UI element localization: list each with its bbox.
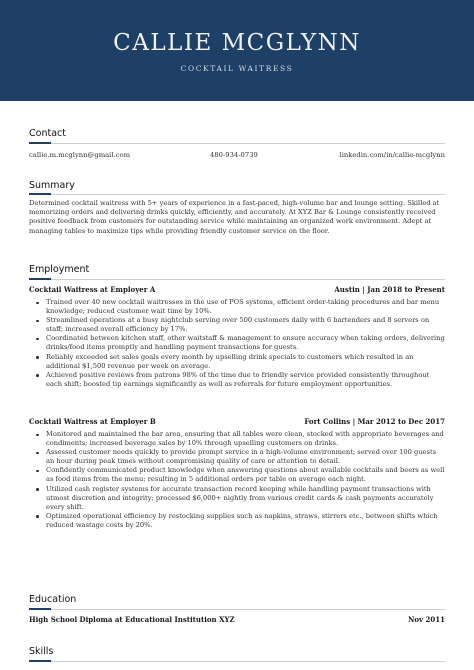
contact-accent-bar bbox=[29, 142, 51, 144]
summary-divider bbox=[29, 194, 445, 195]
education-date: Nov 2011 bbox=[407, 615, 445, 624]
contact-row bbox=[29, 151, 445, 161]
contact-phone[interactable]: 480-934-0739 bbox=[210, 151, 258, 159]
list-item: Confidently communicated product knowledge when answering questions about available cocktails and beers as well as food items from the menu; resulting in 5 additional orders per table on average each night. bbox=[33, 466, 445, 484]
job-bullet-list bbox=[33, 430, 445, 530]
skills-accent-bar bbox=[29, 660, 51, 662]
candidate-title: COCKTAIL WAITRESS bbox=[180, 64, 294, 73]
employment-divider bbox=[29, 279, 445, 280]
education-divider bbox=[29, 609, 445, 610]
job-role: Cocktail Waitress at Employer A bbox=[29, 285, 156, 294]
job-role: Cocktail Waitress at Employer B bbox=[29, 417, 156, 426]
contact-heading: Contact bbox=[29, 128, 66, 139]
summary-text: Determined cocktail waitress with 5+ years of experience in a fast-paced, high-volume bar and lounge setting. Skilled at memorizing orders and delivering drinks quickly, efficiently, and accurately. At XYZ Bar & Lounge consistently received positive feedback from customers for outstanding service while maintaining an organized work environment. Adept at managing tables to maximize tips while providing friendly customer service on the floor. bbox=[29, 199, 440, 235]
education-heading: Education bbox=[29, 594, 77, 605]
job-location-dates: Fort Collins | Mar 2012 to Dec 2017 bbox=[304, 417, 445, 426]
summary-heading: Summary bbox=[29, 180, 75, 191]
education-row bbox=[29, 615, 445, 625]
job-header bbox=[29, 417, 445, 427]
skills-divider bbox=[29, 661, 445, 662]
candidate-name: CALLIE MCGLYNN bbox=[113, 30, 361, 56]
employment-heading: Employment bbox=[29, 264, 90, 275]
education-degree: High School Diploma at Educational Institution XYZ bbox=[29, 615, 235, 624]
job-location-dates: Austin | Jan 2018 to Present bbox=[334, 285, 445, 294]
resume-header bbox=[0, 0, 474, 101]
list-item: Coordinated between kitchen staff, other waitstaff & management to ensure accuracy when taking orders, delivering drinks/food items promptly and handling payment transactions for guests. bbox=[33, 334, 445, 352]
employment-accent-bar bbox=[29, 278, 51, 280]
list-item: Streamlined operations at a busy nightclub serving over 500 customers daily with 6 bartenders and 8 servers on staff; increased overall efficiency by 17%. bbox=[33, 316, 445, 334]
list-item: Assessed customer needs quickly to provide prompt service in a high-volume environment; served over 100 guests an hour during peak times without compromising quality of care or attention to detail. bbox=[33, 448, 445, 466]
list-item: Monitored and maintained the bar area, ensuring that all tables were clean, stocked with appropriate beverages and condiments; increased beverage sales by 10% through upselling customers on drinks. bbox=[33, 430, 445, 448]
list-item: Utilized cash register systems for accurate transaction record keeping while handling payment transactions with utmost discretion and integrity; processed $6,000+ nightly from various credit cards & cash payments accurately every shift. bbox=[33, 485, 445, 512]
contact-email[interactable]: callie.m.mcglynn@gmail.com bbox=[29, 151, 131, 159]
summary-accent-bar bbox=[29, 193, 51, 195]
list-item: Optimized operational efficiency by restocking supplies such as napkins, straws, stirrers etc., between shifts which reduced wastage costs by 20%. bbox=[33, 512, 445, 530]
job-header bbox=[29, 285, 445, 295]
skills-heading: Skills bbox=[29, 646, 54, 657]
list-item: Reliably exceeded set sales goals every month by upselling drink specials to customers which resulted in an additional $1,500 revenue per week on average. bbox=[33, 353, 445, 371]
list-item: Trained over 40 new cocktail waitresses in the use of POS systems, efficient order-taking procedures and bar menu knowledge; reduced customer wait time by 10%. bbox=[33, 298, 445, 316]
job-bullet-list bbox=[33, 298, 445, 389]
education-accent-bar bbox=[29, 608, 51, 610]
contact-linkedin[interactable]: linkedin.com/in/callie-mcglynn bbox=[339, 151, 445, 159]
list-item: Achieved positive reviews from patrons 98% of the time due to friendly service provided consistently throughout each shift; boosted tip earnings significantly as well as referrals for future employment opportunities. bbox=[33, 371, 445, 389]
contact-divider bbox=[29, 143, 445, 144]
